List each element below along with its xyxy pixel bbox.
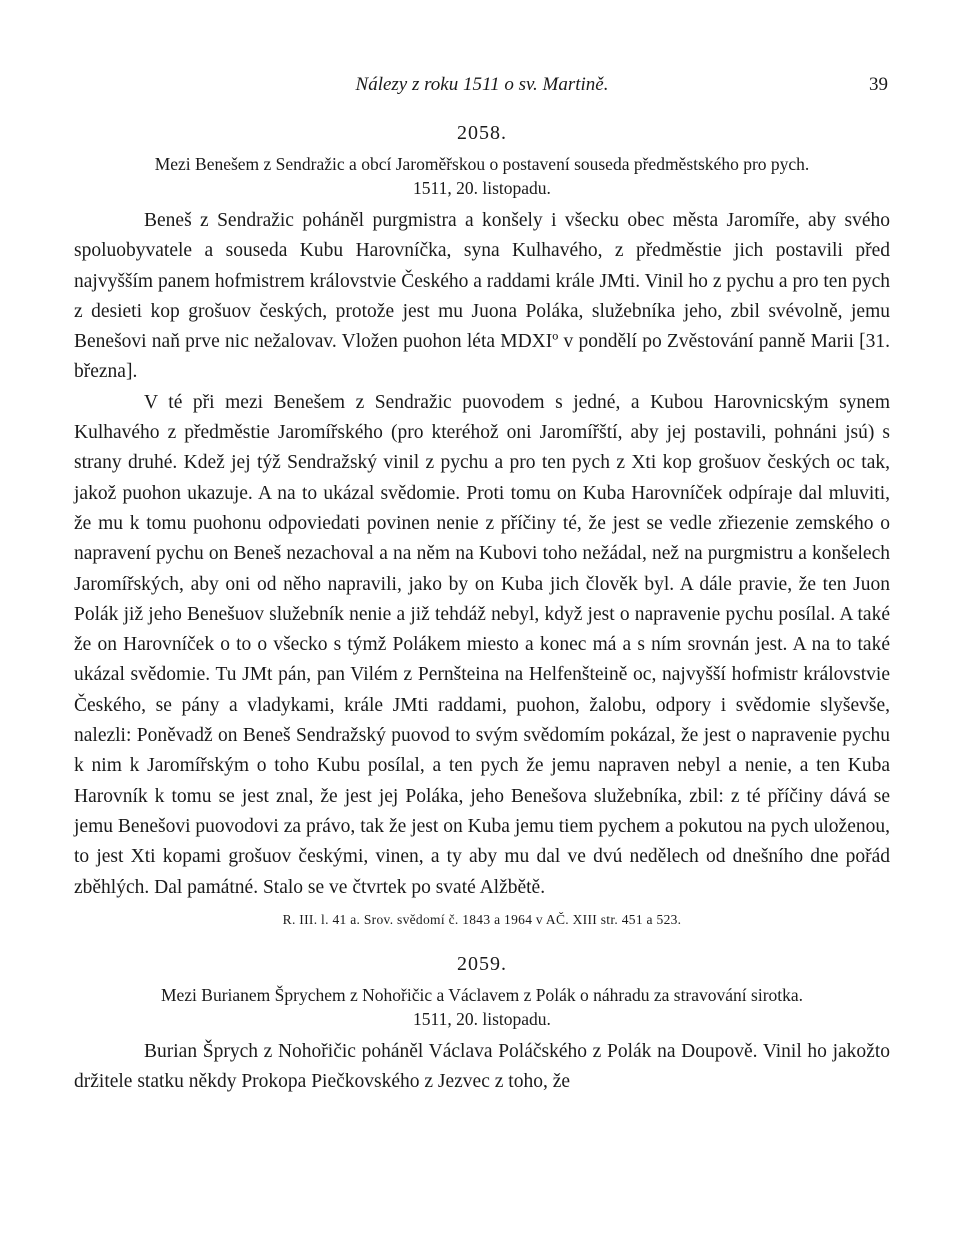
- entry-summary: Mezi Benešem z Sendražic a obcí Jaroměřskou o postavení souseda předměstského pro pych.: [154, 154, 810, 174]
- entry-date: 1511, 20. listopadu.: [413, 1008, 551, 1029]
- entry-date: 1511, 20. listopadu.: [413, 178, 551, 198]
- page-number: 39: [869, 74, 888, 95]
- source-citation: R. III. l. 41 a. Srov. svědomí č. 1843 a 1964 v AČ. XIII str. 451 a 523.: [282, 911, 682, 927]
- running-header: [74, 70, 890, 100]
- entry-summary: Mezi Burianem Šprychem z Nohořičic a Václavem z Polák o náhradu za stravování sirotka.: [160, 984, 804, 1005]
- entry-number: 2058.: [457, 122, 507, 144]
- running-title: Nálezy z roku 1511 o sv. Martině.: [355, 74, 609, 95]
- entry-number: 2059.: [457, 952, 507, 975]
- entry-paragraph: V té při mezi Benešem z Sendražic puovodem s jedné, a Kubou Harovnicským synem Kulhavého z předměstie Jaromířského (pro kteréhož oni Jaromířští, aby jej postavili, pohnáni jsú) s strany druhé. Kdež jej týž Sendražský vinil z pychu a pro ten pych z Xti kop grošuov českých oc tak, jakož puohon ukazuje. A na to ukázal svědomie. Proti tomu on Kuba Harovníček odpíraje dal mluviti, že mu k tomu puohonu odpoviedati povinen nenie z příčiny té, že jest se vedle zřiezenie zemského o napravení pychu on Beneš nezachoval a na něm na Kubovi toho nežádal, než na purgmistru a konšelech Jaromířských, aby oni od něho napravili, jako by on Kuba jich člověk byl. A dále pravie, že ten Juon Polák již jeho Benešuov služebník nenie a již tehdáž nebyl, když jest o napravenie pychu posílal. A také že on Harovníček o to o všecko s týmž Polákem miesto a konec má a s ním srovnán jest. A na to také ukázal svědomie. Tu JMt pán, pan Vilém z Pernšteina na Helfenšteině oc, najvyšší hofmistr královstvie Českého, se pány a vladykami, krále JMti raddami, puohon, žalobu, odpory i svědomie slyševše, nalezli: Poněvadž on Beneš Sendražský puovod to svým svědomím pokázal, že jest o napravenie pychu k nim k Jaromířským o toho Kubu posílal, a ten pych že jemu napraven nebyl a nenie, a ten Kuba Harovník k tomu se jest znal, že jest jej Poláka, jeho Benešova služebníka, zbil: z té příčiny dává se jemu Benešovi puovodovi za právo, tak že jest on Kuba jemu tiem pychem a pokutou na pych uloženou, to jest Xti kopami grošuov českými, vinen, a ty aby mu dal ve dvú nedělech od dnešního dne pořád zběhlých. Dal památné. Stalo se ve čtvrtek po svaté Alžbětě.: [74, 391, 890, 898]
- entry-paragraph: Beneš z Sendražic poháněl purgmistra a konšely i všecku obec města Jaromíře, aby svého spoluobyvatele a souseda Kubu Harovníčka, syna Kulhavého, z předměstie jich postavili před najvyšším panem hofmistrem královstvie Českého a raddami krále JMti. Vinil ho z pychu a pro ten pych z desieti kop grošuov českých, protože jest mu Juona Poláka, služebníka jeho, zbil svévolně, jemu Benešovi naň prve nic nežalovav. Vložen puohon léta MDXIº v pondělí po Zvěstování panně Marii [31. března].: [74, 210, 890, 383]
- entry-paragraph: Burian Šprych z Nohořičic poháněl Václava Poláčského z Polák na Doupově. Vinil ho jakožto držitele statku někdy Prokopa Piečkovského z Jezvec z toho, že: [74, 1040, 890, 1093]
- document-page: [74, 70, 890, 1097]
- document-entry-2058: [74, 120, 890, 931]
- document-entry-2059: [74, 951, 890, 1098]
